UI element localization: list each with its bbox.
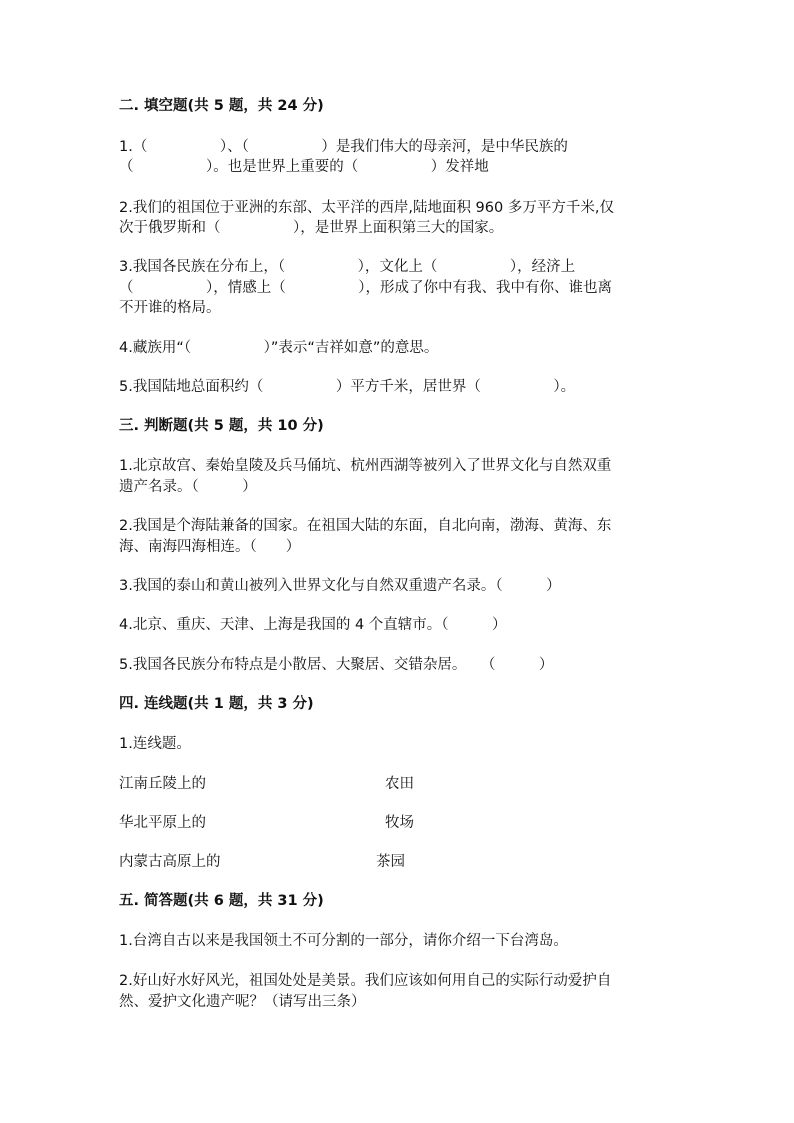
question-2-2-line-2: 次于俄罗斯和（ ），是世界上面积第三大的国家。 [119, 220, 504, 236]
question-2-1-line-1: 1.（ ）、（ ）是我们伟大的母亲河，是中华民族的 [119, 139, 568, 155]
question-5-2-line-1: 2.好山好水好风光，祖国处处是美景。我们应该如何用自己的实际行动爱护自 [119, 973, 612, 989]
question-3-1-line-2: 遗产名录。（ ） [119, 479, 257, 495]
question-2-3-line-3: 不开谁的格局。 [119, 300, 221, 316]
matching-right-item-3: 茶园 [376, 854, 405, 870]
question-3-5-line-1: 5.我国各民族分布特点是小散居、大聚居、交错杂居。 （ ） [119, 657, 554, 673]
section-heading-short-answer: 五. 简答题(共 6 题，共 31 分) [119, 893, 324, 909]
question-3-2-line-1: 2.我国是个海陆兼备的国家。在祖国大陆的东面，自北向南，渤海、黄海、东 [119, 518, 612, 534]
question-2-5-line-1: 5.我国陆地总面积约（ ）平方千米，居世界（ ）。 [119, 379, 576, 395]
question-5-1-line-1: 1.台湾自古以来是我国领土不可分割的一部分，请你介绍一下台湾岛。 [119, 933, 568, 949]
question-4-1: 1.连线题。 [119, 736, 191, 752]
section-heading-fill-in: 二. 填空题(共 5 题，共 24 分) [119, 98, 324, 114]
matching-right-item-1: 农田 [385, 776, 414, 792]
question-2-4-line-1: 4.藏族用“（ ）”表示“吉祥如意”的意思。 [119, 340, 439, 356]
question-2-3-line-1: 3.我国各民族在分布上，（ ），文化上（ ），经济上 [119, 259, 576, 275]
question-2-3-line-2: （ ），情感上（ ），形成了你中有我、我中有你、谁也离 [119, 280, 612, 296]
question-3-3-line-1: 3.我国的泰山和黄山被列入世界文化与自然双重遗产名录。（ ） [119, 578, 561, 594]
question-2-1-line-2: （ ）。也是世界上重要的（ ）发祥地 [119, 159, 489, 175]
matching-left-item-1: 江南丘陵上的 [119, 776, 206, 792]
section-heading-true-false: 三. 判断题(共 5 题，共 10 分) [119, 418, 324, 434]
question-3-1-line-1: 1.北京故宫、秦始皇陵及兵马俑坑、杭州西湖等被列入了世界文化与自然双重 [119, 458, 612, 474]
question-3-2-line-2: 海、南海四海相连。（ ） [119, 539, 301, 555]
question-3-4-line-1: 4.北京、重庆、天津、上海是我国的 4 个直辖市。（ ） [119, 617, 507, 633]
matching-left-item-2: 华北平原上的 [119, 815, 206, 831]
section-heading-matching: 四. 连线题(共 1 题，共 3 分) [119, 696, 314, 712]
matching-right-item-2: 牧场 [385, 815, 414, 831]
matching-left-item-3: 内蒙古高原上的 [119, 854, 221, 870]
question-5-2-line-2: 然、爱护文化遗产呢？（请写出三条） [119, 994, 366, 1010]
question-2-2-line-1: 2.我们的祖国位于亚洲的东部、太平洋的西岸,陆地面积 960 多万平方千米,仅 [119, 200, 614, 216]
